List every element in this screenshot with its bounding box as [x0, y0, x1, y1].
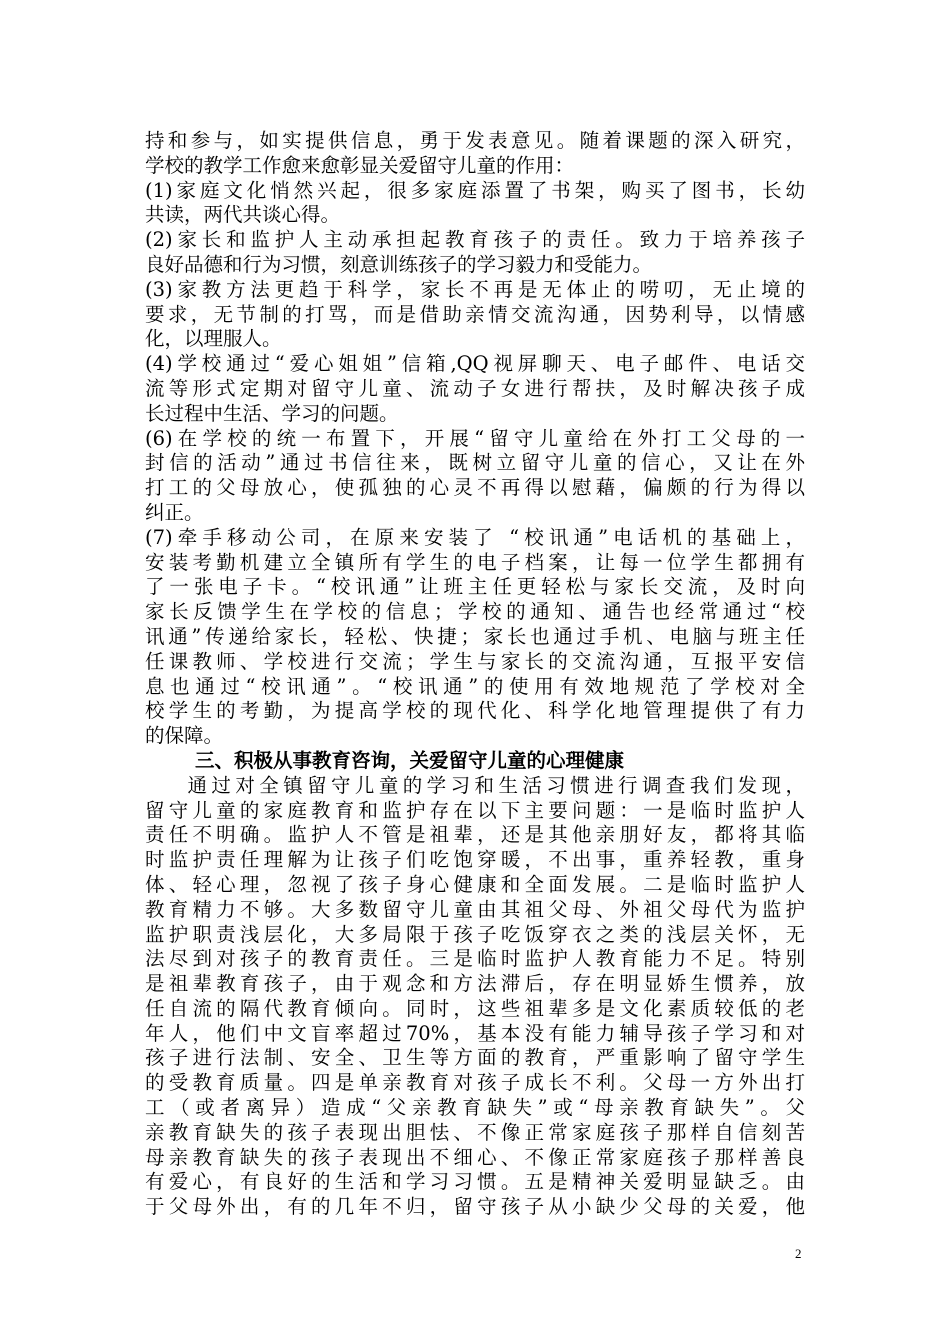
- text-line: 封信的活动”通过书信往来，既树立留守儿童的信心，又让在外: [145, 451, 805, 475]
- text-line: 有爱心，有良好的生活和学习习惯。五是精神关爱明显缺乏。由: [145, 1170, 805, 1194]
- text-line: 安装考勤机建立全镇所有学生的电子档案，让每一位学生都拥有: [145, 550, 805, 574]
- text-line: 任课教师、学校进行交流；学生与家长的交流沟通，互报平安信: [145, 649, 805, 673]
- text-line: (1)家庭文化悄然兴起，很多家庭添置了书架，购买了图书，长幼: [145, 178, 805, 202]
- text-line: 时监护责任理解为让孩子们吃饱穿暖，不出事，重养轻教，重身: [145, 848, 805, 872]
- page-number: 2: [795, 1246, 802, 1261]
- text-line: 体、轻心理，忽视了孩子身心健康和全面发展。二是临时监护人: [145, 872, 805, 896]
- text-line: 于父母外出，有的几年不归，留守孩子从小缺少父母的关爱，他: [145, 1195, 805, 1219]
- document-body: [145, 129, 805, 1220]
- text-line: 打工的父母放心，使孤独的心灵不再得以慰藉，偏颇的行为得以: [145, 476, 805, 500]
- text-line: (2)家长和监护人主动承担起教育孩子的责任。致力于培养孩子: [145, 228, 805, 252]
- text-line: 责任不明确。监护人不管是祖辈，还是其他亲朋好友，都将其临: [145, 823, 805, 847]
- paragraph-block-2: [145, 774, 805, 1220]
- text-line: 的受教育质量。四是单亲教育对孩子成长不利。父母一方外出打: [145, 1071, 805, 1095]
- text-line: 教育精力不够。大多数留守儿童由其祖父母、外祖父母代为监护: [145, 897, 805, 921]
- text-line: 要求，无节制的打骂，而是借助亲情交流沟通，因势利导，以情感: [145, 302, 805, 326]
- text-line: 法尽到对孩子的教育责任。三是临时监护人教育能力不足。特别: [145, 947, 805, 971]
- text-line: 通过对全镇留守儿童的学习和生活习惯进行调查我们发现，: [145, 773, 805, 797]
- text-line: 工（或者离异）造成“父亲教育缺失”或“母亲教育缺失”。父: [145, 1096, 805, 1120]
- text-line: 家长反馈学生在学校的信息；学校的通知、通告也经常通过“校: [145, 600, 805, 624]
- text-line: 良好品德和行为习惯，刻意训练孩子的学习毅力和受能力。: [145, 252, 653, 276]
- text-line: 化，以理服人。: [145, 327, 282, 351]
- text-line: (3)家教方法更趋于科学，家长不再是无体止的唠叨，无止境的: [145, 277, 805, 301]
- text-line: 了一张电子卡。“校讯通”让班主任更轻松与家长交流，及时向: [145, 575, 805, 599]
- text-line: 孩子进行法制、安全、卫生等方面的教育，严重影响了留守学生: [145, 1046, 805, 1070]
- text-line: 讯通”传递给家长，轻松、快捷；家长也通过手机、电脑与班主任: [145, 624, 805, 648]
- text-line: (7)牵手移动公司，在原来安装了 “校讯通”电话机的基础上，: [145, 525, 805, 549]
- text-line: 任自流的隔代教育倾向。同时，这些祖辈多是文化素质较低的老: [145, 996, 805, 1020]
- text-line: 留守儿童的家庭教育和监护存在以下主要问题：一是临时监护人: [145, 798, 805, 822]
- text-line: (6)在学校的统一布置下，开展“留守儿童给在外打工父母的一: [145, 426, 805, 450]
- text-line: 校学生的考勤，为提高学校的现代化、科学化地管理提供了有力: [145, 699, 805, 723]
- text-line: (4)学校通过“爱心姐姐”信箱,QQ视屏聊天、电子邮件、电话交: [145, 352, 805, 376]
- text-line: 持和参与，如实提供信息，勇于发表意见。随着课题的深入研究，: [145, 129, 805, 152]
- text-line: 是祖辈教育孩子，由于观念和方法滞后，存在明显娇生惯养，放: [145, 972, 805, 996]
- text-line: 亲教育缺失的孩子表现出胆怯、不像正常家庭孩子那样自信刻苦: [145, 1120, 805, 1144]
- text-line: 母亲教育缺失的孩子表现出不细心、不像正常家庭孩子那样善良: [145, 1145, 805, 1169]
- text-line: 纠正。: [145, 500, 204, 524]
- section-heading: 三、积极从事教育咨询，关爱留守儿童的心理健康: [195, 748, 625, 772]
- text-line: 共读，两代共谈心得。: [145, 203, 341, 227]
- text-line: 流等形式定期对留守儿童、流动子女进行帮扶，及时解决孩子成: [145, 376, 805, 400]
- text-line: 长过程中生活、学习的问题。: [145, 401, 399, 425]
- text-line: 的保障。: [145, 724, 224, 748]
- text-line: 学校的教学工作愈来愈彰显关爱留守儿童的作用：: [145, 153, 575, 177]
- text-line: 监护职责浅层化，大多局限于孩子吃饭穿衣之类的浅层关怀，无: [145, 922, 805, 946]
- text-line: 年人，他们中文盲率超过70%，基本没有能力辅导孩子学习和对: [145, 1021, 805, 1045]
- text-line: 息也通过“校讯通”。“校讯通”的使用有效地规范了学校对全: [145, 674, 805, 698]
- paragraph-block-1: [145, 129, 805, 749]
